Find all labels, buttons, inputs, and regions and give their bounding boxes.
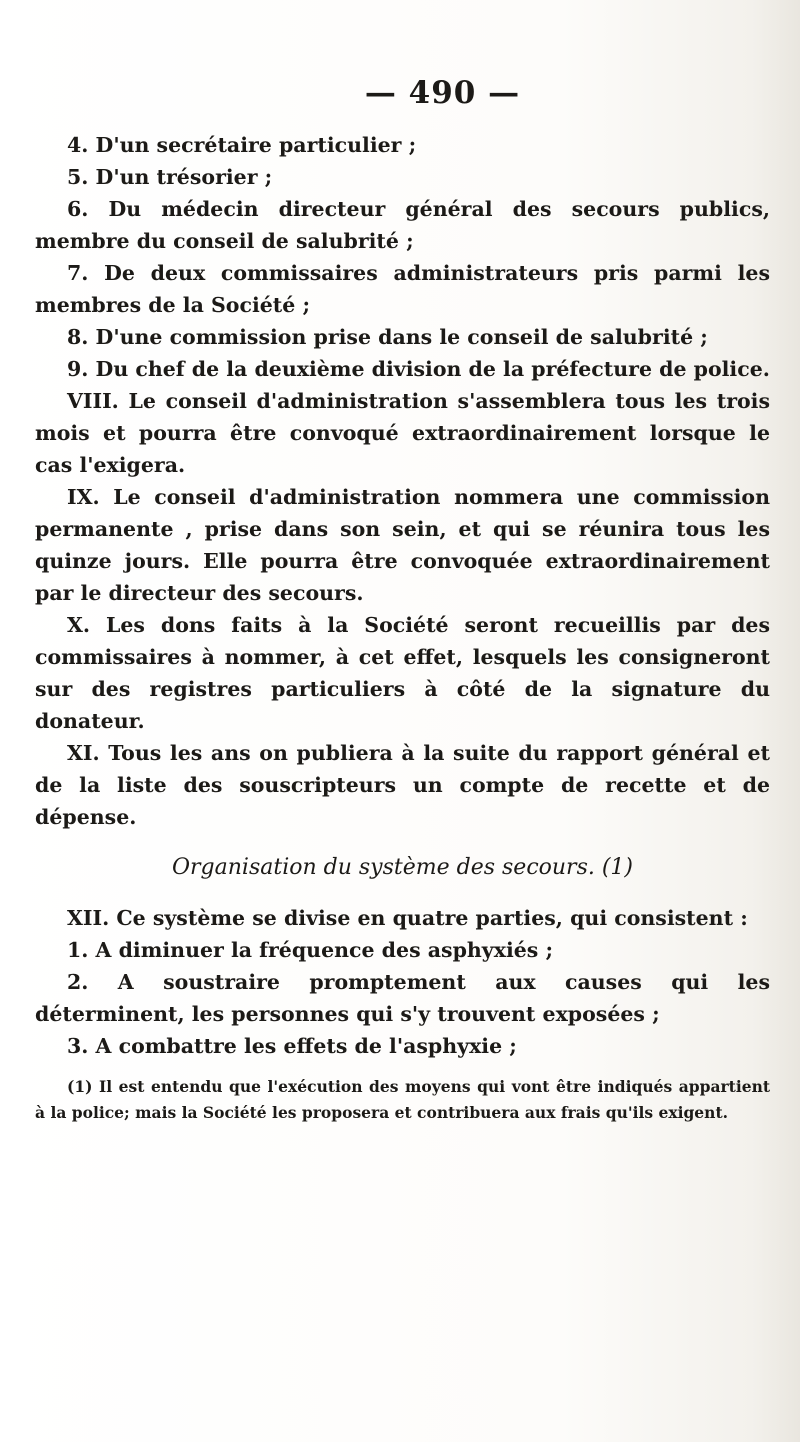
article-12: XII. Ce système se divise en quatre parties, qui consistent : [67,906,748,930]
list-item-8: 8. D'une commission prise dans le conseil de salubrité ; [67,325,708,349]
list-item-7: 7. De deux commissaires administrateurs pris parmi les membres de la Société ; [35,261,770,317]
list-item-9: 9. Du chef de la deuxième division de la préfecture de police. [67,357,770,381]
section-item-1: 1. A diminuer la fréquence des asphyxiés ; [67,938,554,962]
list-item-6: 6. Du médecin directeur général des secours publics, membre du conseil de salubrité ; [35,197,770,253]
article-8: VIII. Le conseil d'administration s'assemblera tous les trois mois et pourra être convoqué extraordinairement lorsque le cas l'exigera. [35,389,770,477]
list-item-5: 5. D'un trésorier ; [67,165,273,189]
page-content [35,75,770,1126]
footnote: (1) Il est entendu que l'exécution des moyens qui vont être indiqués appartient à la police; mais la Société les proposera et contribuera aux frais qu'ils exigent. [35,1077,770,1122]
section-heading: Organisation du système des secours. (1) [171,855,634,880]
section-item-3: 3. A combattre les effets de l'asphyxie ; [67,1034,517,1058]
article-10: X. Les dons faits à la Société seront recueillis par des commissaires à nommer, à cet effet, lesquels les consigneront sur des registres particuliers à côté de la signature du donateur. [35,613,770,733]
list-item-4: 4. D'un secrétaire particulier ; [67,133,417,157]
section-item-2: 2. A soustraire promptement aux causes qui les déterminent, les personnes qui s'y trouvent exposées ; [35,970,770,1026]
page-number: — 490 — [364,75,521,111]
article-11: XI. Tous les ans on publiera à la suite du rapport général et de la liste des souscripteurs un compte de recette et de dépense. [35,741,770,829]
article-9: IX. Le conseil d'administration nommera une commission permanente , prise dans son sein, et qui se réunira tous les quinze jours. Elle pourra être convoquée extraordinairement par le directeur des secours. [35,485,770,605]
